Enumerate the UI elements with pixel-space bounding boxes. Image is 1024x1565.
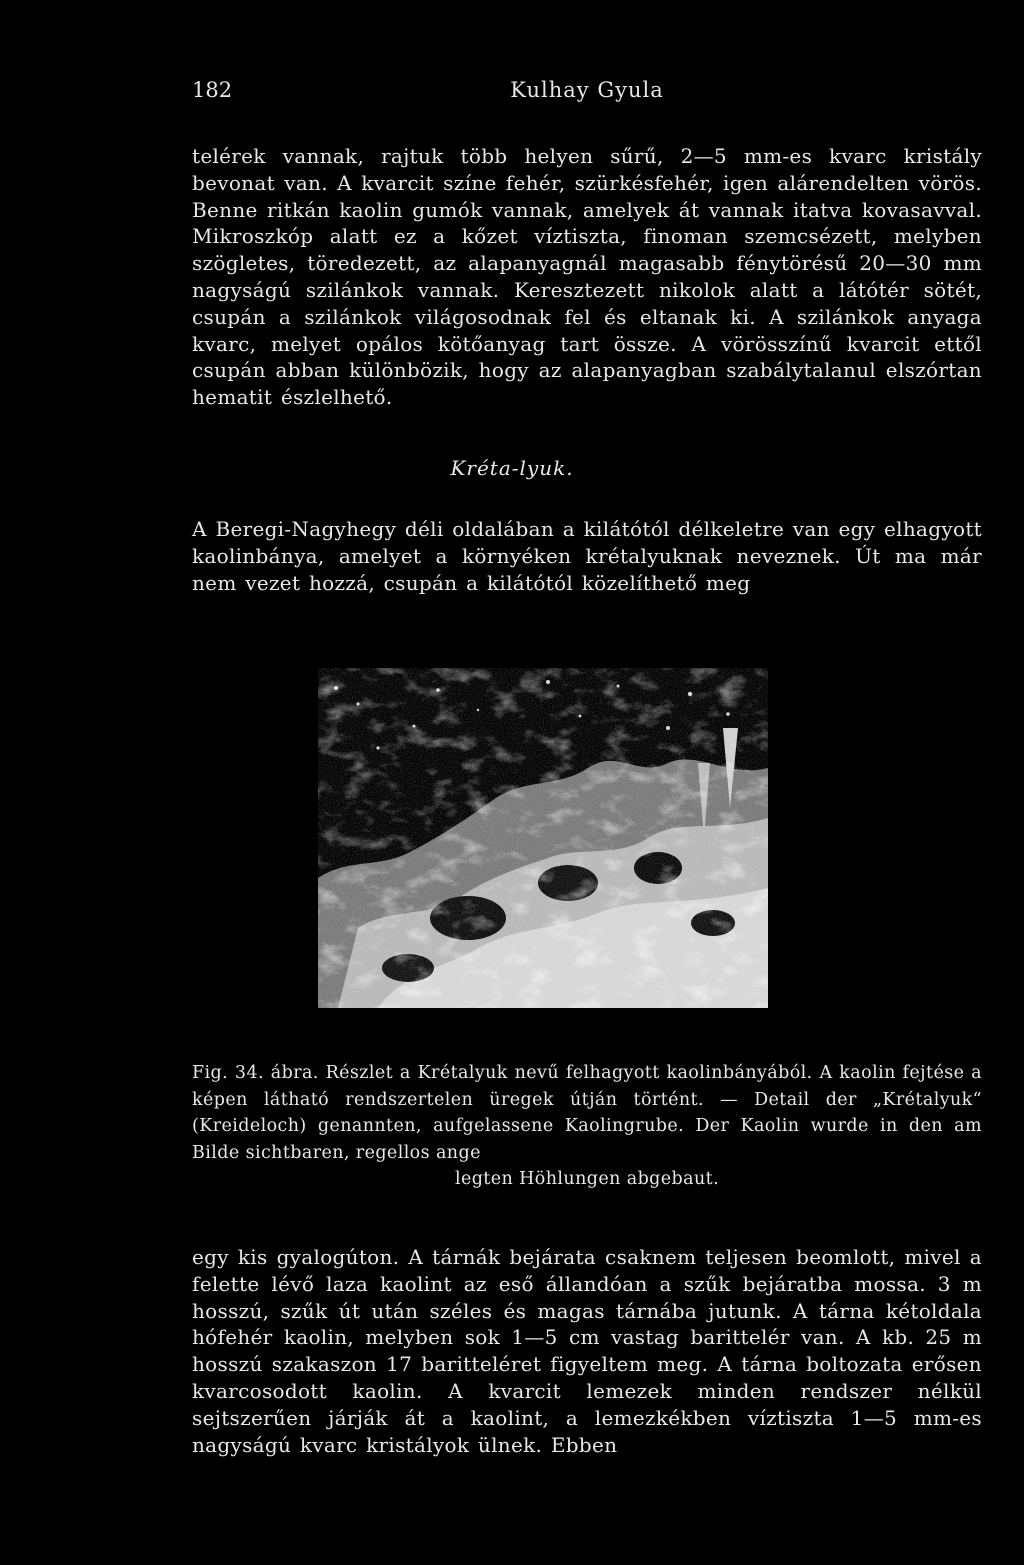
paragraph-2: A Beregi-Nagyhegy déli oldalában a kilátótól délkeletre van egy elhagyott kaolinbánya, amelyet a környéken krétalyuknak neveznek. Út ma már nem vezet hozzá, csupán a kilátótól közelíthető meg	[192, 517, 982, 595]
section-title: Kréta-lyuk.	[450, 456, 574, 480]
photo-graphic	[318, 668, 768, 1008]
quarry-photograph	[318, 668, 768, 1008]
figure-caption	[192, 1060, 982, 1193]
figure-caption-main: Fig. 34. ábra. Részlet a Krétalyuk nevű felhagyott kaolinbányából. A kaolin fejtése a képen látható rendszertelen üregek útján történt. — Detail der „Krétalyuk“ (Kreideloch) genannten, aufgelassene Kaolingrube. Der Kaolin wurde in den am Bilde sichtbaren, regellos ange	[192, 1063, 982, 1163]
figure-caption-last-line: legten Höhlungen abgebaut.	[454, 1169, 720, 1189]
paragraph-3: egy kis gyalogúton. A tárnák bejárata csaknem teljesen beomlott, mivel a felette lévő laza kaolint az eső állandóan a szűk bejáratba mossa. 3 m hosszú, szűk út után széles és magas tárnába jutunk. A tárna kétoldala hófehér kaolin, melyben sok 1—5 cm vastag barittelér van. A kb. 25 m hosszú szakaszon 17 baritteléret figyeltem meg. A tárna boltozata erősen kvarcosodott kaolin. A kvarcit lemezek minden rendszer nélkül sejtszerűen járják át a kaolint, a lemezkékben víztiszta 1—5 mm-es nagyságú kvarc kristályok ülnek. Ebben	[192, 1245, 982, 1457]
page-number: 182	[192, 78, 233, 102]
paragraph-1: telérek vannak, rajtuk több helyen sűrű, 2—5 mm-es kvarc kristály bevonat van. A kvarcit színe fehér, szürkésfehér, igen alárendelten vörös. Benne ritkán kaolin gumók vannak, amelyek át vannak itatva kovasavval. Mikroszkóp alatt ez a kőzet víztiszta, finoman szemcsézett, melyben szögletes, töredezett, az alapanyagnál magasabb fénytörésű 20—30 mm nagyságú szilánkok vannak. Keresztezett nikolok alatt a látótér sötét, csupán a szilánkok világosodnak fel és eltanak ki. A szilánkok anyaga kvarc, melyet opálos kötőanyag tart össze. A vörösszínű kvarcit ettől csupán abban különbözik, hogy az alapanyagban szabálytalanul elszórtan hematit észlelhető.	[192, 144, 982, 410]
running-title: Kulhay Gyula	[510, 78, 664, 102]
running-header	[192, 78, 982, 108]
